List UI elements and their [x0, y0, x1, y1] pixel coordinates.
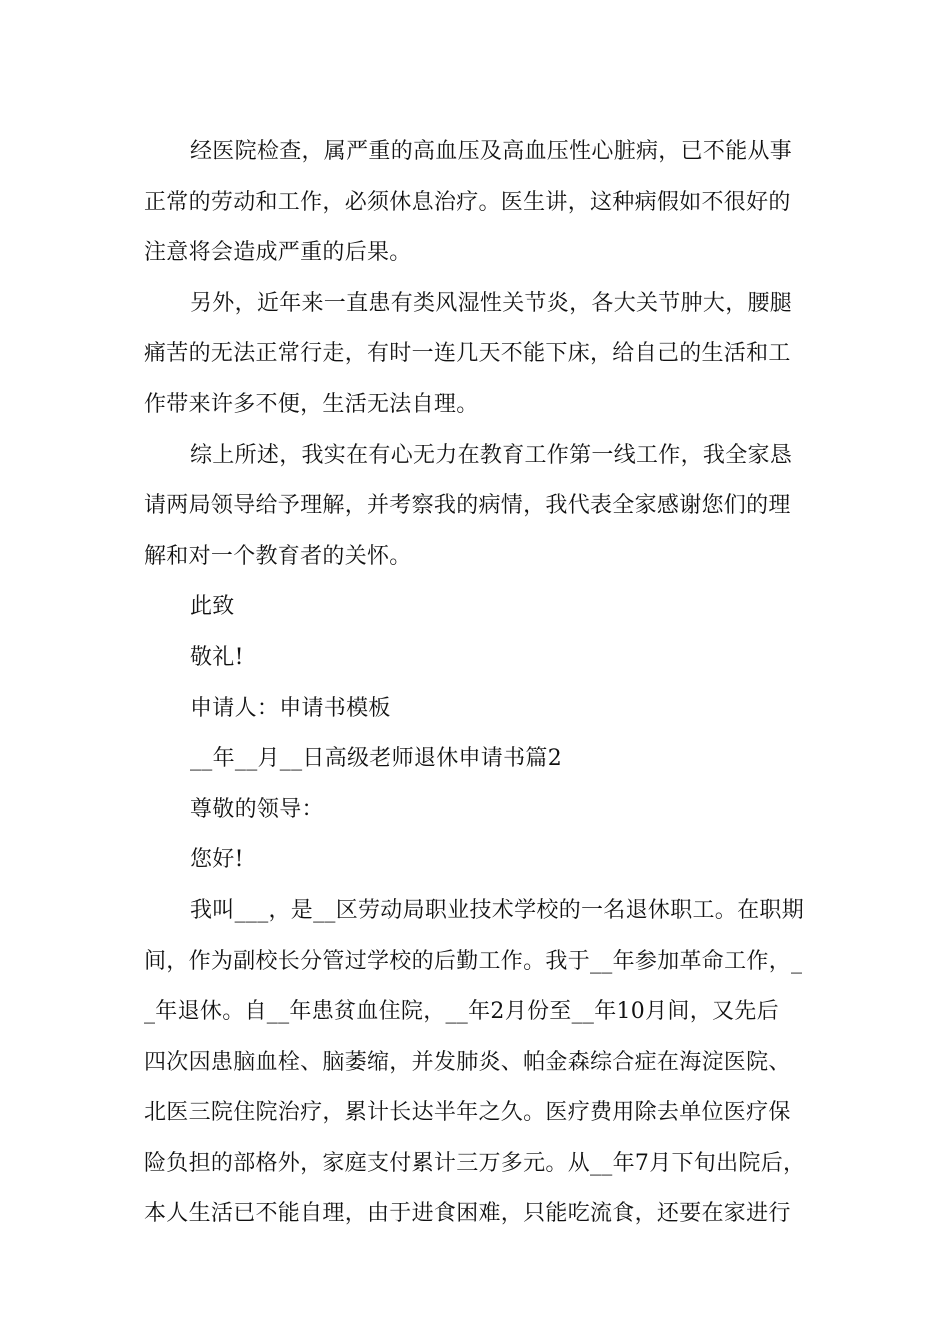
salutation: 尊敬的领导：: [190, 796, 324, 822]
salutation-closing: 敬礼!: [190, 644, 244, 670]
text-line: 痛苦的无法正常行走，有时一连几天不能下床，给自己的生活和工: [144, 341, 791, 367]
text-line: 险负担的部格外，家庭支付累计三万多元。从__年7月下旬出院后，: [144, 1150, 806, 1176]
paragraph: [144, 431, 824, 583]
text-line: 注意将会造成严重的后果。: [144, 240, 412, 266]
text-line: 正常的劳动和工作，必须休息治疗。医生讲，这种病假如不很好的: [144, 189, 791, 215]
date-and-title: __年__月__日高级老师退休申请书篇2: [190, 746, 562, 772]
text-line: 解和对一个教育者的关怀。: [144, 543, 412, 569]
paragraph: [144, 127, 824, 279]
paragraph: [144, 886, 824, 1240]
paragraph: [144, 279, 824, 431]
text-line: 另外，近年来一直患有类风湿性关节炎，各大关节肿大，腰腿: [190, 290, 793, 316]
text-line: 北医三院住院治疗，累计长达半年之久。医疗费用除去单位医疗保: [144, 1100, 791, 1126]
text-line: 请两局领导给予理解，并考察我的病情，我代表全家感谢您们的理: [144, 493, 791, 519]
text-line: 经医院检查，属严重的高血压及高血压性心脏病，已不能从事: [190, 139, 793, 164]
applicant-signature: 申请人：申请书模板: [190, 695, 391, 721]
text-line: 四次因患脑血栓、脑萎缩，并发肺炎、帕金森综合症在海淀医院、: [144, 1049, 791, 1075]
greeting: 您好!: [190, 847, 244, 873]
text-line: _年退休。自__年患贫血住院，__年2月份至__年10月间，又先后: [144, 999, 779, 1025]
document-body: [144, 127, 824, 1240]
text-line: 本人生活已不能自理，由于进食困难，只能吃流食，还要在家进行: [144, 1201, 791, 1227]
text-line: 我叫___，是__区劳动局职业技术学校的一名退休职工。在职期: [190, 897, 805, 923]
text-line: 作带来许多不便，生活无法自理。: [144, 391, 479, 417]
text-line: 间，作为副校长分管过学校的后勤工作。我于__年参加革命工作，_: [144, 948, 803, 974]
closing-phrase: 此致: [190, 594, 235, 620]
text-line: 综上所述，我实在有心无力在教育工作第一线工作，我全家恳: [190, 442, 793, 468]
